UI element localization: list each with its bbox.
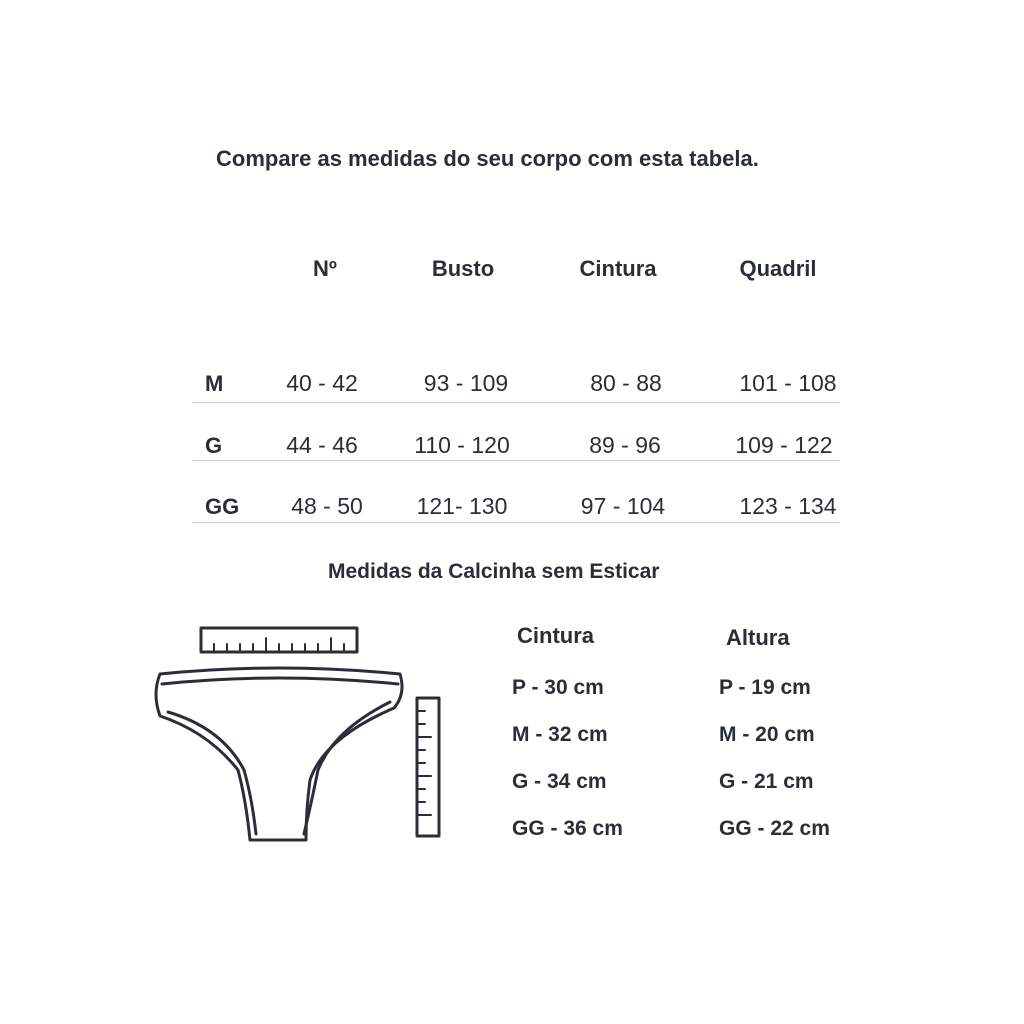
table-cell-numero: 40 - 42 [286,370,358,396]
row-divider [192,460,840,461]
header-numero: Nº [313,256,337,281]
table-row-size-g: G [205,433,223,458]
header-busto: Busto [431,256,495,281]
cintura-value: GG - 36 cm [512,817,623,840]
table-cell-numero: 44 - 46 [286,432,358,458]
cintura-value: M - 32 cm [512,723,608,746]
table-cell-quadril: 101 - 108 [739,370,837,396]
page-title: Compare as medidas do seu corpo com esta tabela. [216,146,759,171]
table-cell-busto: 121- 130 [416,493,508,519]
row-divider [192,522,840,523]
header-quadril: Quadril [739,256,817,281]
altura-value: G - 21 cm [719,770,814,793]
panty-subtitle: Medidas da Calcinha sem Esticar [328,560,660,583]
altura-header: Altura [726,625,790,650]
table-cell-cintura: 97 - 104 [580,493,666,519]
table-cell-cintura: 80 - 88 [590,370,662,396]
panty-with-rulers-icon [148,620,448,850]
altura-value: M - 20 cm [719,723,815,746]
header-cintura: Cintura [579,256,657,281]
table-cell-numero: 48 - 50 [291,493,363,519]
row-divider [192,402,840,403]
table-cell-quadril: 109 - 122 [735,432,833,458]
cintura-header: Cintura [517,623,594,648]
table-cell-quadril: 123 - 134 [739,493,837,519]
table-row-size-gg: GG [205,494,240,519]
cintura-value: G - 34 cm [512,770,607,793]
altura-value: GG - 22 cm [719,817,830,840]
table-cell-busto: 110 - 120 [414,432,510,458]
altura-value: P - 19 cm [719,676,811,699]
table-cell-busto: 93 - 109 [423,370,509,396]
cintura-value: P - 30 cm [512,676,604,699]
table-row-size-m: M [205,371,224,396]
table-cell-cintura: 89 - 96 [589,432,661,458]
